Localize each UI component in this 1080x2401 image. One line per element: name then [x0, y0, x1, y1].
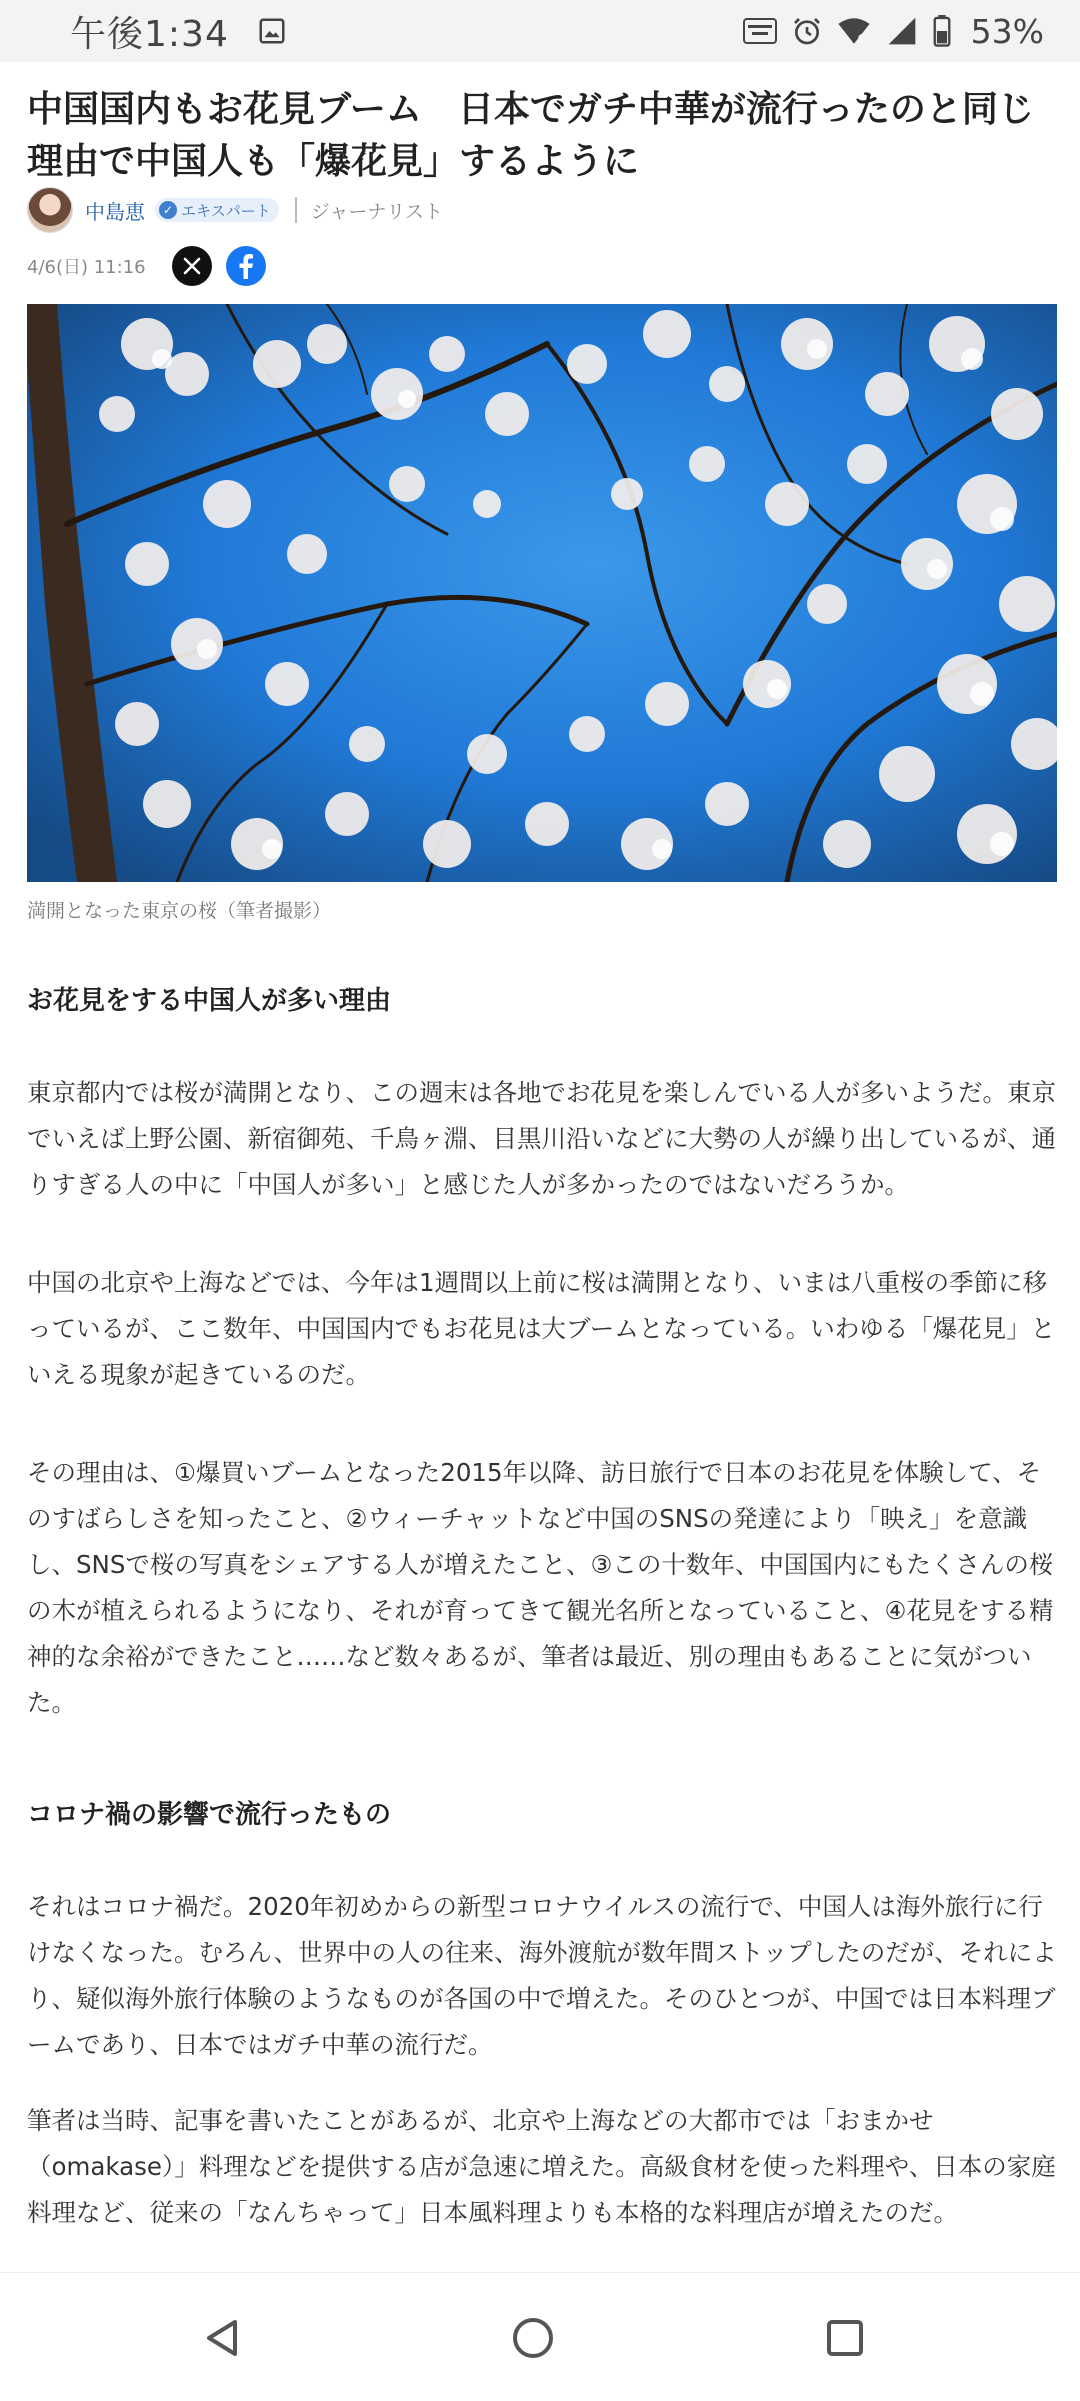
post-date: 4/6(日) 11:16 [27, 257, 146, 278]
author-row [27, 186, 443, 234]
avatar[interactable] [27, 187, 73, 233]
author-name[interactable]: 中島恵 [85, 199, 145, 224]
cherry-blossom-photo[interactable] [27, 304, 1057, 882]
paragraph: それはコロナ禍だ。2020年初めからの新型コロナウイルスの流行で、中国人は海外旅行に行けなくなった。むろん、世界中の人の往来、海外渡航が数年間ストップしたのだが、それにより、疑似海外旅行体験のようなものが各国の中で増えた。そのひとつが、中国では日本料理ブームであり、日本ではガチ中華の流行だ。 [27, 1892, 1057, 2059]
recents-icon [824, 2317, 866, 2359]
author-role: ジャーナリスト [310, 200, 443, 223]
facebook-icon [226, 246, 266, 286]
wifi-icon [837, 16, 871, 46]
divider [295, 197, 297, 223]
image-icon [257, 16, 287, 46]
home-icon [509, 2314, 557, 2362]
paragraph: 中国の北京や上海などでは、今年は1週間以上前に桜は満開となり、いまは八重桜の季節に移っているが、ここ数年、中国国内でもお花見は大ブームとなっている。いわゆる「爆花見」といえる現象が起きているのだ。 [27, 1268, 1056, 1389]
back-icon [201, 2316, 245, 2360]
alarm-icon [791, 15, 823, 47]
article-title: 中国国内もお花見ブーム 日本でガチ中華が流行ったのと同じ理由で中国人も「爆花見」するように [27, 89, 1034, 182]
status-bar [0, 0, 1080, 62]
status-icons [743, 12, 1044, 51]
paragraph: 筆者は当時、記事を書いたことがあるが、北京や上海などの大都市では「おまかせ（omakase）」料理などを提供する店が急速に増えた。高級食材を使った料理や、日本の家庭料理など、従来の「なんちゃって」日本風料理よりも本格的な料理店が増えたのだ。 [27, 2106, 1056, 2227]
status-time: 午後1:34 [70, 13, 229, 55]
expert-badge [155, 198, 279, 222]
date-share-row [27, 244, 280, 288]
check-icon: ✓ [159, 201, 177, 219]
x-share-button[interactable] [172, 246, 212, 286]
section-heading: コロナ禍の影響で流行ったもの [27, 1800, 392, 1830]
article-content[interactable] [0, 62, 1080, 2272]
paragraph: その理由は、①爆買いブームとなった2015年以降、訪日旅行で日本のお花見を体験して、そのすばらしさを知ったこと、②ウィーチャットなど中国のSNSの発達により「映え」を意識し、SNSで桜の写真をシェアする人が増えたこと、③この十数年、中国国内にもたくさんの桜の木が植えられるようになり、それが育ってきて観光名所となっていること、④花見をする精神的な余裕ができたこと……など数々あるが、筆者は最近、別の理由もあることに気がついた。 [27, 1458, 1054, 1717]
back-button[interactable] [188, 2303, 258, 2373]
section-heading: お花見をする中国人が多い理由 [27, 986, 392, 1016]
expert-badge-label: エキスパート [181, 201, 271, 220]
battery-icon [933, 15, 951, 47]
facebook-share-button[interactable] [226, 246, 266, 286]
navigation-bar [0, 2272, 1080, 2401]
image-caption: 満開となった東京の桜（筆者撮影） [27, 900, 332, 922]
battery-percent: 53% [970, 11, 1044, 51]
recents-button[interactable] [810, 2303, 880, 2373]
paragraph: 東京都内では桜が満開となり、この週末は各地でお花見を楽しんでいる人が多いようだ。東京でいえば上野公園、新宿御苑、千鳥ヶ淵、目黒川沿いなどに大勢の人が繰り出しているが、通りすぎる人の中に「中国人が多い」と感じた人が多かったのではないだろうか。 [27, 1078, 1056, 1199]
home-button[interactable] [498, 2303, 568, 2373]
auto-hz-icon [743, 16, 777, 46]
x-icon [182, 256, 202, 276]
signal-icon [885, 15, 919, 47]
